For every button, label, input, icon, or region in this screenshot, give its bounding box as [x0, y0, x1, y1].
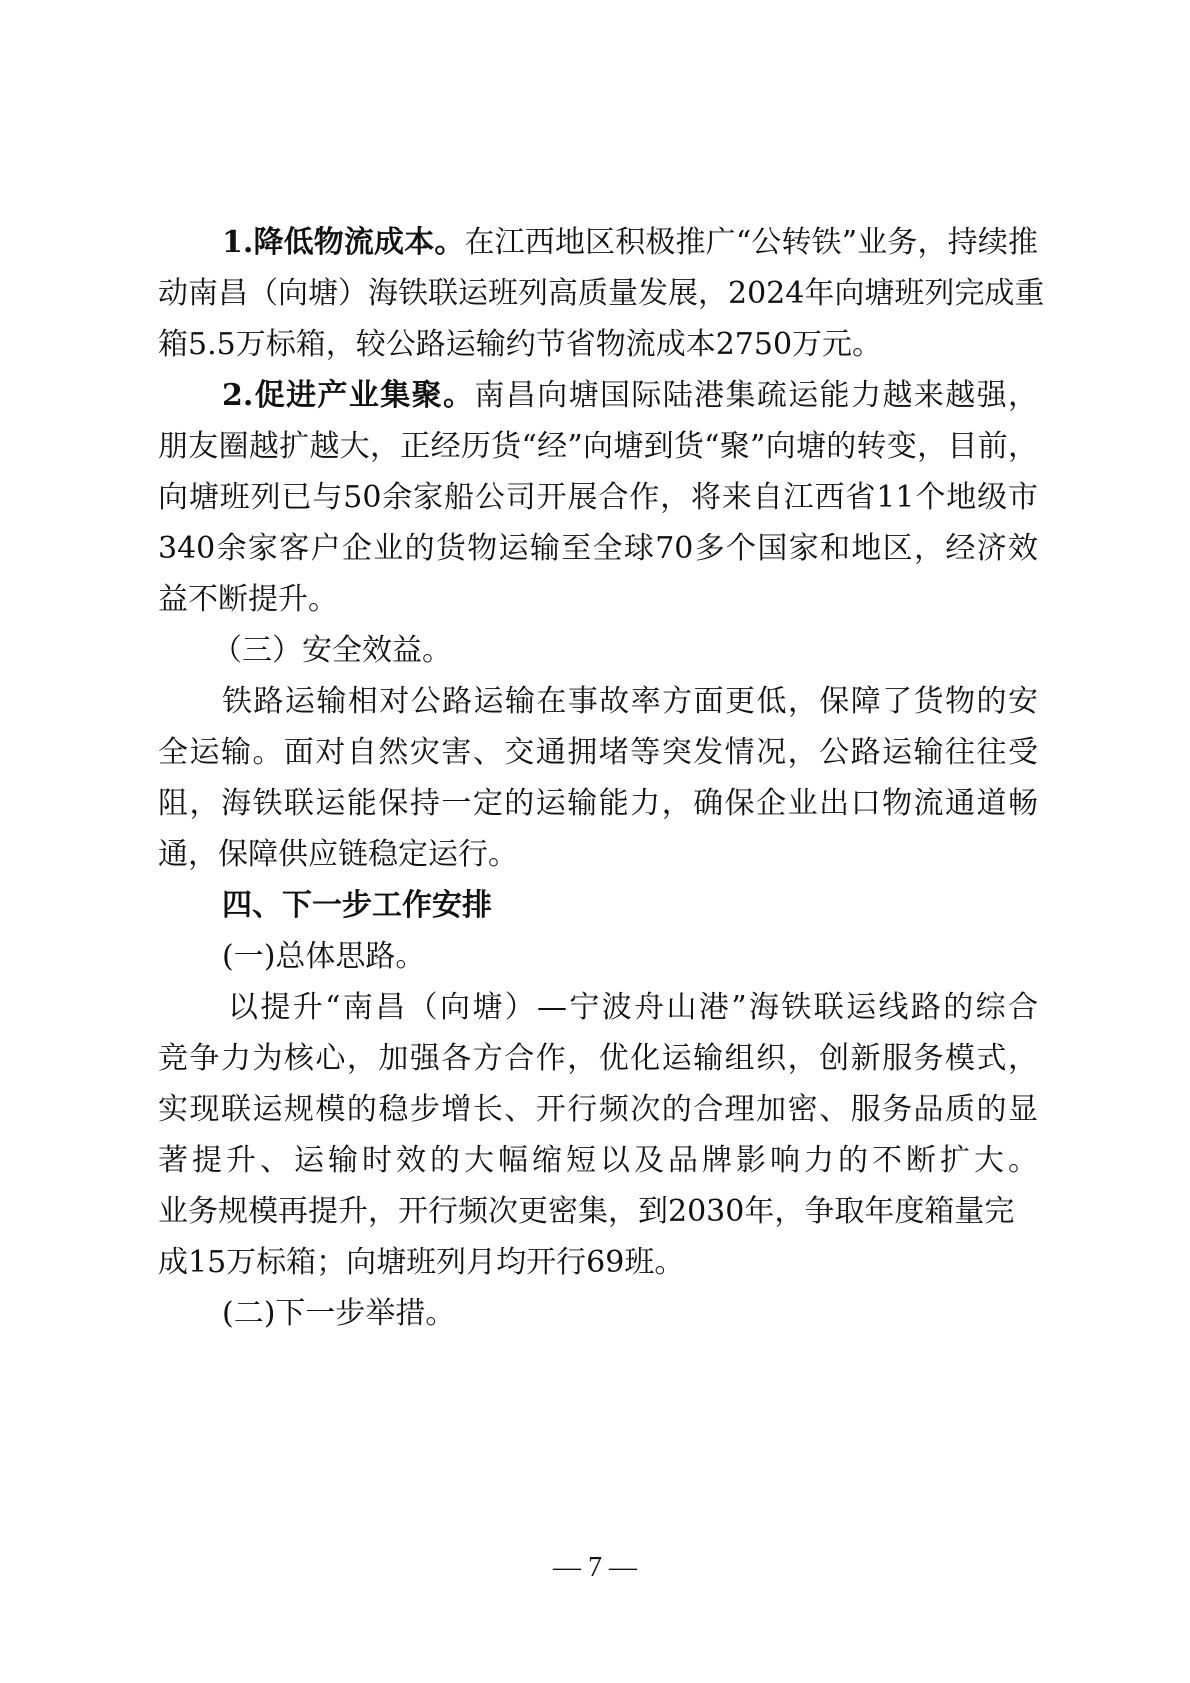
paragraph-1-line-3: 箱5.5万标箱，较公路运输约节省物流成本2750万元。: [158, 327, 883, 362]
paragraph-2-line-4: 340余家客户企业的货物运输至全球70多个国家和地区，经济效: [158, 531, 1038, 566]
section-heading-safety: （三）安全效益。: [212, 633, 452, 668]
paragraph-7-line-4: 著提升、运输时效的大幅缩短以及品牌影响力的不断扩大。: [158, 1143, 1038, 1178]
paragraph-2-lead: 2.促进产业集聚。: [222, 378, 475, 413]
paragraph-7-line-2: 竞争力为核心，加强各方合作，优化运输组织，创新服务模式，: [158, 1041, 1038, 1076]
paragraph-1-text: 在江西地区积极推广“公转铁”业务，持续推: [464, 225, 1038, 260]
paragraph-1-line-1: [222, 215, 1038, 271]
paragraph-4-line-4: 通，保障供应链稳定运行。: [158, 837, 518, 872]
paragraph-7-line-6: 成15万标箱；向塘班列月均开行69班。: [158, 1245, 685, 1280]
paragraph-4-line-1: 铁路运输相对公路运输在事故率方面更低，保障了货物的安: [222, 684, 1038, 719]
paragraph-4-line-3: 阻，海铁联运能保持一定的运输能力，确保企业出口物流通道畅: [158, 786, 1038, 821]
paragraph-1-line-2: 动南昌（向塘）海铁联运班列高质量发展，2024年向塘班列完成重: [158, 276, 1045, 311]
paragraph-7-line-1: 以提升“南昌（向塘）—宁波舟山港”海铁联运线路的综合: [228, 990, 1038, 1025]
page-number: — 7 —: [553, 1552, 637, 1583]
paragraph-2-text: 南昌向塘国际陆港集疏运能力越来越强，: [474, 378, 1038, 413]
paragraph-2-line-3: 向塘班列已与50余家船公司开展合作，将来自江西省11个地级市: [158, 480, 1038, 515]
paragraph-7-line-3: 实现联运规模的稳步增长、开行频次的合理加密、服务品质的显: [158, 1092, 1038, 1127]
paragraph-4-line-2: 全运输。面对自然灾害、交通拥堵等突发情况，公路运输往往受: [158, 735, 1038, 770]
paragraph-2-line-1: [222, 368, 1038, 424]
paragraph-2-line-5: 益不断提升。: [158, 582, 338, 617]
paragraph-2-line-2: 朋友圈越扩越大，正经历货“经”向塘到货“聚”向塘的转变，目前，: [158, 429, 1038, 464]
subheading-overall-idea: (一)总体思路。: [222, 939, 426, 974]
section-heading-next-steps: 四、下一步工作安排: [222, 888, 492, 923]
paragraph-1-lead: 1.降低物流成本。: [222, 225, 465, 260]
subheading-next-measures: (二)下一步举措。: [222, 1296, 456, 1331]
paragraph-7-line-5: 业务规模再提升，开行频次更密集，到2030年，争取年度箱量完: [158, 1194, 1015, 1229]
